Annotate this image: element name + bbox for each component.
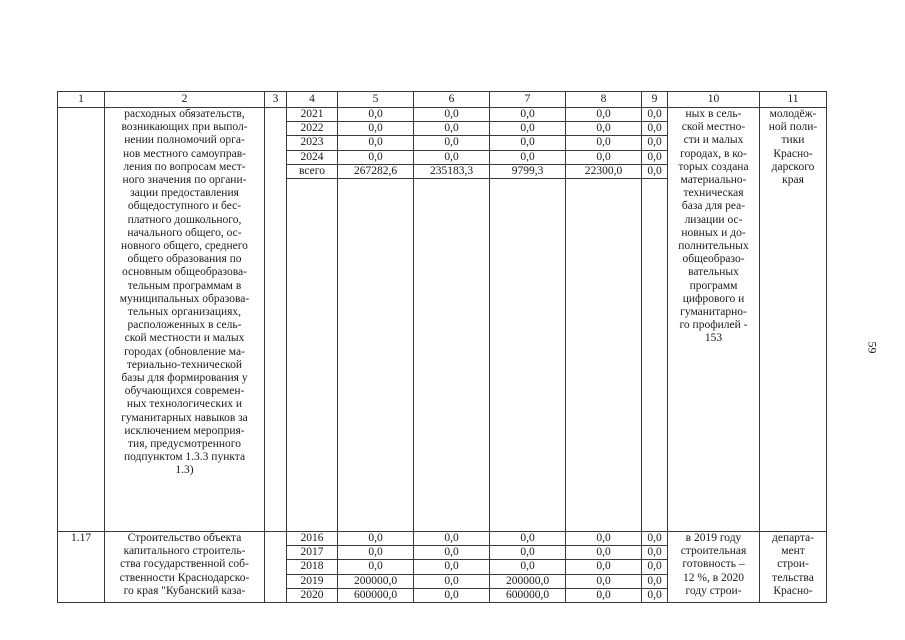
value-cell: 0,0 xyxy=(642,546,668,560)
value-cell: 0,0 xyxy=(414,546,490,560)
year-cell: всего xyxy=(287,164,338,178)
year-cell: 2020 xyxy=(287,588,338,602)
value-cell: 0,0 xyxy=(642,150,668,164)
value-cell: 0,0 xyxy=(566,546,642,560)
header-cell: 8 xyxy=(566,92,642,108)
table-row xyxy=(58,532,827,546)
value-cell: 200000,0 xyxy=(490,574,566,588)
year-cell: 2019 xyxy=(287,574,338,588)
value-cell: 0,0 xyxy=(642,574,668,588)
value-cell: 0,0 xyxy=(490,532,566,546)
value-cell: 0,0 xyxy=(338,546,414,560)
source-cell xyxy=(265,532,287,603)
year-cell: 2021 xyxy=(287,108,338,122)
value-cell: 0,0 xyxy=(414,560,490,574)
total-cell: 235183,3 xyxy=(414,164,490,178)
year-cell: 2016 xyxy=(287,532,338,546)
header-cell: 6 xyxy=(414,92,490,108)
value-cell: 0,0 xyxy=(642,532,668,546)
page-number: 59 xyxy=(865,341,880,354)
header-cell: 9 xyxy=(642,92,668,108)
value-cell: 0,0 xyxy=(414,108,490,122)
row-number xyxy=(58,108,105,532)
expected-result: в 2019 году строительная готовность – 12 %, в 2020 году строи- xyxy=(668,532,760,603)
value-cell: 0,0 xyxy=(566,150,642,164)
header-cell: 5 xyxy=(338,92,414,108)
header-cell: 1 xyxy=(58,92,105,108)
header-cell: 3 xyxy=(265,92,287,108)
header-cell: 7 xyxy=(490,92,566,108)
value-cell: 0,0 xyxy=(338,136,414,150)
value-cell: 0,0 xyxy=(566,588,642,602)
value-cell: 0,0 xyxy=(566,532,642,546)
table-row xyxy=(58,108,827,122)
year-cell: 2024 xyxy=(287,150,338,164)
expected-result: ных в сель- ской местно- сти и малых городах, в ко- торых создана материально- техническая база для реа- лизации ос- новных и до- полнительных общеобразо- вательных программ цифрового и гуманитарно- го профилей - 153 xyxy=(668,108,760,532)
total-cell: 22300,0 xyxy=(566,164,642,178)
year-cell: 2022 xyxy=(287,122,338,136)
value-cell: 0,0 xyxy=(566,108,642,122)
header-cell: 10 xyxy=(668,92,760,108)
year-cell: 2017 xyxy=(287,546,338,560)
value-cell: 0,0 xyxy=(642,122,668,136)
value-cell: 0,0 xyxy=(338,560,414,574)
value-cell: 0,0 xyxy=(414,150,490,164)
value-cell: 0,0 xyxy=(566,122,642,136)
value-cell: 0,0 xyxy=(566,574,642,588)
value-cell: 0,0 xyxy=(566,560,642,574)
row-number: 1.17 xyxy=(58,532,105,603)
value-cell: 0,0 xyxy=(642,560,668,574)
value-cell: 0,0 xyxy=(490,122,566,136)
total-cell: 267282,6 xyxy=(338,164,414,178)
value-cell: 0,0 xyxy=(642,108,668,122)
value-cell: 0,0 xyxy=(414,588,490,602)
executor: молодёж- ной поли- тики Красно- дарского края xyxy=(760,108,827,532)
executor: департа- мент строи- тельства Красно- xyxy=(760,532,827,603)
value-cell: 0,0 xyxy=(566,136,642,150)
value-cell: 0,0 xyxy=(414,532,490,546)
header-cell: 2 xyxy=(105,92,265,108)
value-cell: 0,0 xyxy=(414,136,490,150)
total-cell: 0,0 xyxy=(642,164,668,178)
header-row xyxy=(58,92,827,108)
value-cell: 0,0 xyxy=(490,546,566,560)
empty-cell xyxy=(338,179,414,532)
value-cell: 600000,0 xyxy=(490,588,566,602)
measure-description: расходных обязательств, возникающих при выпол- нении полномочий орга- нов местного самоуправ- ления по вопросам мест- ного значения по органи- зации предоставления общедоступного и бес- платного дошкольного, начального общего, ос- новного общего, среднего общего образования по основным общеобразова- тельным программам в муниципальных образова- тельных организациях, расположенных в сель- ской местности и малых городах (обновление ма- териально-технической базы для формирования у обучающихся современ- ных технологических и гуманитарных навыков за исключением мероприя- тия, предусмотренного подпунктом 1.3.3 пункта 1.3) xyxy=(105,108,265,532)
value-cell: 0,0 xyxy=(490,150,566,164)
measure-description: Строительство объекта капитального строитель- ства государственной соб- ственности Краснодарско- го края "Кубанский каза- xyxy=(105,532,265,603)
year-cell: 2023 xyxy=(287,136,338,150)
empty-cell xyxy=(566,179,642,532)
program-table xyxy=(57,91,827,603)
value-cell: 0,0 xyxy=(414,122,490,136)
source-cell xyxy=(265,108,287,532)
value-cell: 0,0 xyxy=(414,574,490,588)
value-cell: 0,0 xyxy=(642,136,668,150)
header-cell: 11 xyxy=(760,92,827,108)
value-cell: 0,0 xyxy=(490,136,566,150)
year-cell: 2018 xyxy=(287,560,338,574)
value-cell: 600000,0 xyxy=(338,588,414,602)
value-cell: 0,0 xyxy=(490,108,566,122)
value-cell: 0,0 xyxy=(490,560,566,574)
value-cell: 0,0 xyxy=(642,588,668,602)
empty-cell xyxy=(414,179,490,532)
value-cell: 200000,0 xyxy=(338,574,414,588)
empty-cell xyxy=(490,179,566,532)
header-cell: 4 xyxy=(287,92,338,108)
total-cell: 9799,3 xyxy=(490,164,566,178)
value-cell: 0,0 xyxy=(338,150,414,164)
value-cell: 0,0 xyxy=(338,122,414,136)
value-cell: 0,0 xyxy=(338,532,414,546)
empty-cell xyxy=(287,179,338,532)
empty-cell xyxy=(642,179,668,532)
value-cell: 0,0 xyxy=(338,108,414,122)
